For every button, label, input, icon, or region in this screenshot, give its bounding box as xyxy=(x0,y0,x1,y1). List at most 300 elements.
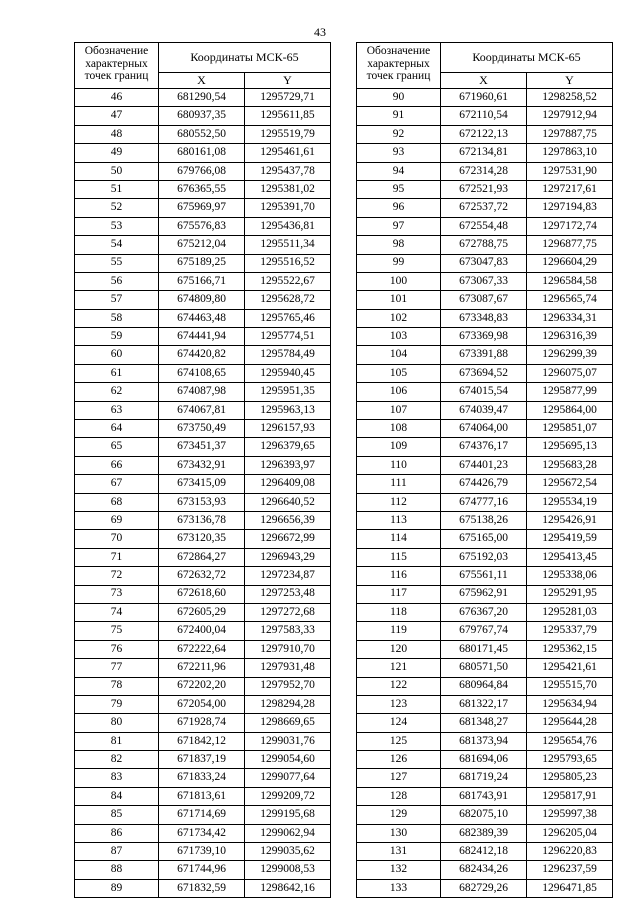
table-row xyxy=(75,843,331,861)
y-coordinate-cell: 1295391,70 xyxy=(245,199,331,217)
y-coordinate-cell: 1295940,45 xyxy=(245,364,331,382)
point-number-cell: 75 xyxy=(75,622,159,640)
header-designation: Обозначение характерных точек границ xyxy=(357,43,441,89)
header-x: X xyxy=(159,72,245,88)
point-number-cell: 109 xyxy=(357,438,441,456)
y-coordinate-cell: 1299077,64 xyxy=(245,769,331,787)
y-coordinate-cell: 1299054,60 xyxy=(245,751,331,769)
table-row xyxy=(75,511,331,529)
point-number-cell: 80 xyxy=(75,714,159,732)
point-number-cell: 79 xyxy=(75,695,159,713)
point-number-cell: 114 xyxy=(357,530,441,548)
x-coordinate-cell: 672605,29 xyxy=(159,603,245,621)
y-coordinate-cell: 1297253,48 xyxy=(245,585,331,603)
table-row xyxy=(357,107,613,125)
table-row xyxy=(75,420,331,438)
x-coordinate-cell: 673153,93 xyxy=(159,493,245,511)
y-coordinate-cell: 1296943,29 xyxy=(245,548,331,566)
point-number-cell: 48 xyxy=(75,125,159,143)
table-row xyxy=(75,861,331,879)
x-coordinate-cell: 676365,55 xyxy=(159,180,245,198)
table-row xyxy=(357,732,613,750)
point-number-cell: 111 xyxy=(357,475,441,493)
x-coordinate-cell: 674108,65 xyxy=(159,364,245,382)
x-coordinate-cell: 681694,06 xyxy=(441,751,527,769)
table-row xyxy=(75,548,331,566)
x-coordinate-cell: 673348,83 xyxy=(441,309,527,327)
y-coordinate-cell: 1296379,65 xyxy=(245,438,331,456)
header-coordinates: Координаты МСК-65 xyxy=(159,43,331,73)
y-coordinate-cell: 1295877,99 xyxy=(527,383,613,401)
point-number-cell: 131 xyxy=(357,843,441,861)
table-row xyxy=(357,567,613,585)
x-coordinate-cell: 672122,13 xyxy=(441,125,527,143)
x-coordinate-cell: 673120,35 xyxy=(159,530,245,548)
point-number-cell: 82 xyxy=(75,751,159,769)
y-coordinate-cell: 1297931,48 xyxy=(245,659,331,677)
y-coordinate-cell: 1296471,85 xyxy=(527,879,613,897)
point-number-cell: 69 xyxy=(75,511,159,529)
point-number-cell: 53 xyxy=(75,217,159,235)
x-coordinate-cell: 672222,64 xyxy=(159,640,245,658)
x-coordinate-cell: 671714,69 xyxy=(159,806,245,824)
x-coordinate-cell: 680964,84 xyxy=(441,677,527,695)
table-row xyxy=(357,236,613,254)
x-coordinate-cell: 673136,78 xyxy=(159,511,245,529)
x-coordinate-cell: 675969,97 xyxy=(159,199,245,217)
point-number-cell: 127 xyxy=(357,769,441,787)
table-row xyxy=(75,438,331,456)
y-coordinate-cell: 1295515,70 xyxy=(527,677,613,695)
point-number-cell: 113 xyxy=(357,511,441,529)
point-number-cell: 129 xyxy=(357,806,441,824)
point-number-cell: 107 xyxy=(357,401,441,419)
point-number-cell: 112 xyxy=(357,493,441,511)
point-number-cell: 64 xyxy=(75,420,159,438)
point-number-cell: 73 xyxy=(75,585,159,603)
table-row xyxy=(357,309,613,327)
point-number-cell: 116 xyxy=(357,567,441,585)
point-number-cell: 71 xyxy=(75,548,159,566)
y-coordinate-cell: 1296316,39 xyxy=(527,328,613,346)
table-row xyxy=(75,824,331,842)
table-row xyxy=(75,659,331,677)
y-coordinate-cell: 1295519,79 xyxy=(245,125,331,143)
table-row xyxy=(75,401,331,419)
table-row xyxy=(357,603,613,621)
table-row xyxy=(357,622,613,640)
x-coordinate-cell: 681322,17 xyxy=(441,695,527,713)
y-coordinate-cell: 1297863,10 xyxy=(527,144,613,162)
x-coordinate-cell: 673432,91 xyxy=(159,456,245,474)
y-coordinate-cell: 1295291,95 xyxy=(527,585,613,603)
table-row xyxy=(75,162,331,180)
table-row xyxy=(75,199,331,217)
table-row xyxy=(357,383,613,401)
x-coordinate-cell: 671842,12 xyxy=(159,732,245,750)
table-row xyxy=(75,364,331,382)
y-coordinate-cell: 1295864,00 xyxy=(527,401,613,419)
x-coordinate-cell: 679766,08 xyxy=(159,162,245,180)
x-coordinate-cell: 671739,10 xyxy=(159,843,245,861)
point-number-cell: 50 xyxy=(75,162,159,180)
y-coordinate-cell: 1295461,61 xyxy=(245,144,331,162)
point-number-cell: 63 xyxy=(75,401,159,419)
point-number-cell: 51 xyxy=(75,180,159,198)
y-coordinate-cell: 1296604,29 xyxy=(527,254,613,272)
x-coordinate-cell: 676367,20 xyxy=(441,603,527,621)
table-row xyxy=(357,199,613,217)
point-number-cell: 74 xyxy=(75,603,159,621)
y-coordinate-cell: 1295419,59 xyxy=(527,530,613,548)
y-coordinate-cell: 1295784,49 xyxy=(245,346,331,364)
point-number-cell: 86 xyxy=(75,824,159,842)
x-coordinate-cell: 674067,81 xyxy=(159,401,245,419)
y-coordinate-cell: 1295511,34 xyxy=(245,236,331,254)
y-coordinate-cell: 1299031,76 xyxy=(245,732,331,750)
y-coordinate-cell: 1295695,13 xyxy=(527,438,613,456)
table-row xyxy=(357,695,613,713)
y-coordinate-cell: 1295765,46 xyxy=(245,309,331,327)
x-coordinate-cell: 673067,33 xyxy=(441,272,527,290)
x-coordinate-cell: 672134,81 xyxy=(441,144,527,162)
y-coordinate-cell: 1295729,71 xyxy=(245,89,331,107)
y-coordinate-cell: 1295413,45 xyxy=(527,548,613,566)
y-coordinate-cell: 1296334,31 xyxy=(527,309,613,327)
y-coordinate-cell: 1295997,38 xyxy=(527,806,613,824)
y-coordinate-cell: 1295337,79 xyxy=(527,622,613,640)
y-coordinate-cell: 1297272,68 xyxy=(245,603,331,621)
x-coordinate-cell: 672864,27 xyxy=(159,548,245,566)
y-coordinate-cell: 1295644,28 xyxy=(527,714,613,732)
point-number-cell: 57 xyxy=(75,291,159,309)
y-coordinate-cell: 1295381,02 xyxy=(245,180,331,198)
point-number-cell: 97 xyxy=(357,217,441,235)
point-number-cell: 87 xyxy=(75,843,159,861)
table-row xyxy=(75,456,331,474)
y-coordinate-cell: 1296584,58 xyxy=(527,272,613,290)
y-coordinate-cell: 1295805,23 xyxy=(527,769,613,787)
table-row xyxy=(75,383,331,401)
x-coordinate-cell: 675561,11 xyxy=(441,567,527,585)
table-body-left xyxy=(75,89,331,898)
table-row xyxy=(75,769,331,787)
y-coordinate-cell: 1295426,91 xyxy=(527,511,613,529)
point-number-cell: 95 xyxy=(357,180,441,198)
point-number-cell: 132 xyxy=(357,861,441,879)
point-number-cell: 122 xyxy=(357,677,441,695)
x-coordinate-cell: 672537,72 xyxy=(441,199,527,217)
y-coordinate-cell: 1295522,67 xyxy=(245,272,331,290)
table-row xyxy=(357,861,613,879)
x-coordinate-cell: 675192,03 xyxy=(441,548,527,566)
table-row xyxy=(75,346,331,364)
x-coordinate-cell: 671960,61 xyxy=(441,89,527,107)
y-coordinate-cell: 1295963,13 xyxy=(245,401,331,419)
x-coordinate-cell: 672211,96 xyxy=(159,659,245,677)
table-row xyxy=(75,806,331,824)
x-coordinate-cell: 674463,48 xyxy=(159,309,245,327)
y-coordinate-cell: 1299209,72 xyxy=(245,787,331,805)
table-row xyxy=(357,530,613,548)
x-coordinate-cell: 672788,75 xyxy=(441,236,527,254)
table-row xyxy=(75,144,331,162)
point-number-cell: 110 xyxy=(357,456,441,474)
x-coordinate-cell: 671833,24 xyxy=(159,769,245,787)
y-coordinate-cell: 1297194,83 xyxy=(527,199,613,217)
x-coordinate-cell: 673369,98 xyxy=(441,328,527,346)
point-number-cell: 56 xyxy=(75,272,159,290)
table-row xyxy=(357,328,613,346)
y-coordinate-cell: 1297910,70 xyxy=(245,640,331,658)
table-row xyxy=(357,475,613,493)
point-number-cell: 54 xyxy=(75,236,159,254)
x-coordinate-cell: 682075,10 xyxy=(441,806,527,824)
point-number-cell: 105 xyxy=(357,364,441,382)
x-coordinate-cell: 674376,17 xyxy=(441,438,527,456)
x-coordinate-cell: 675165,00 xyxy=(441,530,527,548)
x-coordinate-cell: 671734,42 xyxy=(159,824,245,842)
x-coordinate-cell: 671928,74 xyxy=(159,714,245,732)
x-coordinate-cell: 673047,83 xyxy=(441,254,527,272)
y-coordinate-cell: 1295362,15 xyxy=(527,640,613,658)
x-coordinate-cell: 671744,96 xyxy=(159,861,245,879)
x-coordinate-cell: 681290,54 xyxy=(159,89,245,107)
table-row xyxy=(357,677,613,695)
table-row xyxy=(75,677,331,695)
x-coordinate-cell: 672632,72 xyxy=(159,567,245,585)
point-number-cell: 60 xyxy=(75,346,159,364)
y-coordinate-cell: 1298258,52 xyxy=(527,89,613,107)
point-number-cell: 99 xyxy=(357,254,441,272)
point-number-cell: 103 xyxy=(357,328,441,346)
table-row xyxy=(357,751,613,769)
y-coordinate-cell: 1295421,61 xyxy=(527,659,613,677)
point-number-cell: 93 xyxy=(357,144,441,162)
table-row xyxy=(357,272,613,290)
point-number-cell: 66 xyxy=(75,456,159,474)
point-number-cell: 91 xyxy=(357,107,441,125)
point-number-cell: 58 xyxy=(75,309,159,327)
x-coordinate-cell: 675166,71 xyxy=(159,272,245,290)
page-number: 43 xyxy=(314,25,326,39)
point-number-cell: 85 xyxy=(75,806,159,824)
point-number-cell: 62 xyxy=(75,383,159,401)
x-coordinate-cell: 674039,47 xyxy=(441,401,527,419)
table-row xyxy=(357,456,613,474)
y-coordinate-cell: 1295654,76 xyxy=(527,732,613,750)
point-number-cell: 124 xyxy=(357,714,441,732)
x-coordinate-cell: 672110,54 xyxy=(441,107,527,125)
y-coordinate-cell: 1297912,94 xyxy=(527,107,613,125)
table-row xyxy=(75,787,331,805)
y-coordinate-cell: 1299062,94 xyxy=(245,824,331,842)
y-coordinate-cell: 1295436,81 xyxy=(245,217,331,235)
table-row xyxy=(75,493,331,511)
coordinates-table-left xyxy=(74,42,331,898)
y-coordinate-cell: 1296075,07 xyxy=(527,364,613,382)
y-coordinate-cell: 1296672,99 xyxy=(245,530,331,548)
table-row xyxy=(75,309,331,327)
point-number-cell: 126 xyxy=(357,751,441,769)
x-coordinate-cell: 681373,94 xyxy=(441,732,527,750)
point-number-cell: 125 xyxy=(357,732,441,750)
table-row xyxy=(75,567,331,585)
y-coordinate-cell: 1296220,83 xyxy=(527,843,613,861)
header-y: Y xyxy=(245,72,331,88)
table-row xyxy=(357,511,613,529)
x-coordinate-cell: 673391,88 xyxy=(441,346,527,364)
x-coordinate-cell: 672054,00 xyxy=(159,695,245,713)
y-coordinate-cell: 1296565,74 xyxy=(527,291,613,309)
point-number-cell: 59 xyxy=(75,328,159,346)
y-coordinate-cell: 1295634,94 xyxy=(527,695,613,713)
x-coordinate-cell: 672400,04 xyxy=(159,622,245,640)
table-row xyxy=(357,438,613,456)
y-coordinate-cell: 1299008,53 xyxy=(245,861,331,879)
x-coordinate-cell: 674087,98 xyxy=(159,383,245,401)
y-coordinate-cell: 1295672,54 xyxy=(527,475,613,493)
y-coordinate-cell: 1295683,28 xyxy=(527,456,613,474)
table-row xyxy=(75,236,331,254)
x-coordinate-cell: 674420,82 xyxy=(159,346,245,364)
x-coordinate-cell: 682412,18 xyxy=(441,843,527,861)
y-coordinate-cell: 1298294,28 xyxy=(245,695,331,713)
table-row xyxy=(75,603,331,621)
y-coordinate-cell: 1295338,06 xyxy=(527,567,613,585)
table-row xyxy=(75,217,331,235)
header-y: Y xyxy=(527,72,613,88)
x-coordinate-cell: 674809,80 xyxy=(159,291,245,309)
table-row xyxy=(75,328,331,346)
x-coordinate-cell: 675576,83 xyxy=(159,217,245,235)
y-coordinate-cell: 1297952,70 xyxy=(245,677,331,695)
table-row xyxy=(75,180,331,198)
x-coordinate-cell: 675138,26 xyxy=(441,511,527,529)
table-row xyxy=(357,493,613,511)
table-row xyxy=(357,125,613,143)
table-row xyxy=(75,272,331,290)
y-coordinate-cell: 1296157,93 xyxy=(245,420,331,438)
table-row xyxy=(357,787,613,805)
x-coordinate-cell: 675189,25 xyxy=(159,254,245,272)
x-coordinate-cell: 672618,60 xyxy=(159,585,245,603)
table-row xyxy=(357,401,613,419)
point-number-cell: 115 xyxy=(357,548,441,566)
y-coordinate-cell: 1297172,74 xyxy=(527,217,613,235)
point-number-cell: 47 xyxy=(75,107,159,125)
point-number-cell: 94 xyxy=(357,162,441,180)
x-coordinate-cell: 674401,23 xyxy=(441,456,527,474)
x-coordinate-cell: 672521,93 xyxy=(441,180,527,198)
point-number-cell: 89 xyxy=(75,879,159,897)
table-row xyxy=(357,843,613,861)
table-row xyxy=(357,89,613,107)
point-number-cell: 76 xyxy=(75,640,159,658)
table-row xyxy=(75,879,331,897)
table-row xyxy=(75,530,331,548)
point-number-cell: 128 xyxy=(357,787,441,805)
y-coordinate-cell: 1299195,68 xyxy=(245,806,331,824)
point-number-cell: 130 xyxy=(357,824,441,842)
table-row xyxy=(75,89,331,107)
point-number-cell: 92 xyxy=(357,125,441,143)
point-number-cell: 65 xyxy=(75,438,159,456)
x-coordinate-cell: 673087,67 xyxy=(441,291,527,309)
y-coordinate-cell: 1298669,65 xyxy=(245,714,331,732)
y-coordinate-cell: 1295951,35 xyxy=(245,383,331,401)
table-row xyxy=(357,824,613,842)
table-row xyxy=(75,640,331,658)
point-number-cell: 77 xyxy=(75,659,159,677)
point-number-cell: 101 xyxy=(357,291,441,309)
x-coordinate-cell: 672314,28 xyxy=(441,162,527,180)
x-coordinate-cell: 674777,16 xyxy=(441,493,527,511)
header-coordinates: Координаты МСК-65 xyxy=(441,43,613,73)
x-coordinate-cell: 673415,09 xyxy=(159,475,245,493)
x-coordinate-cell: 673750,49 xyxy=(159,420,245,438)
table-row xyxy=(75,125,331,143)
point-number-cell: 72 xyxy=(75,567,159,585)
point-number-cell: 55 xyxy=(75,254,159,272)
table-row xyxy=(357,659,613,677)
x-coordinate-cell: 674015,54 xyxy=(441,383,527,401)
header-x: X xyxy=(441,72,527,88)
point-number-cell: 118 xyxy=(357,603,441,621)
point-number-cell: 83 xyxy=(75,769,159,787)
y-coordinate-cell: 1296656,39 xyxy=(245,511,331,529)
table-row xyxy=(357,640,613,658)
table-row xyxy=(75,475,331,493)
table-row xyxy=(75,585,331,603)
point-number-cell: 117 xyxy=(357,585,441,603)
x-coordinate-cell: 675962,91 xyxy=(441,585,527,603)
x-coordinate-cell: 680937,35 xyxy=(159,107,245,125)
y-coordinate-cell: 1295774,51 xyxy=(245,328,331,346)
point-number-cell: 133 xyxy=(357,879,441,897)
table-row xyxy=(357,346,613,364)
table-row xyxy=(357,769,613,787)
point-number-cell: 96 xyxy=(357,199,441,217)
x-coordinate-cell: 680552,50 xyxy=(159,125,245,143)
table-row xyxy=(75,107,331,125)
x-coordinate-cell: 671813,61 xyxy=(159,787,245,805)
x-coordinate-cell: 682389,39 xyxy=(441,824,527,842)
point-number-cell: 108 xyxy=(357,420,441,438)
point-number-cell: 67 xyxy=(75,475,159,493)
x-coordinate-cell: 682729,26 xyxy=(441,879,527,897)
point-number-cell: 104 xyxy=(357,346,441,364)
table-row xyxy=(357,879,613,897)
point-number-cell: 120 xyxy=(357,640,441,658)
x-coordinate-cell: 675212,04 xyxy=(159,236,245,254)
y-coordinate-cell: 1295281,03 xyxy=(527,603,613,621)
y-coordinate-cell: 1296237,59 xyxy=(527,861,613,879)
y-coordinate-cell: 1295611,85 xyxy=(245,107,331,125)
point-number-cell: 123 xyxy=(357,695,441,713)
y-coordinate-cell: 1295534,19 xyxy=(527,493,613,511)
table-row xyxy=(75,254,331,272)
x-coordinate-cell: 681348,27 xyxy=(441,714,527,732)
x-coordinate-cell: 681719,24 xyxy=(441,769,527,787)
y-coordinate-cell: 1296640,52 xyxy=(245,493,331,511)
table-row xyxy=(357,254,613,272)
point-number-cell: 61 xyxy=(75,364,159,382)
point-number-cell: 90 xyxy=(357,89,441,107)
y-coordinate-cell: 1298642,16 xyxy=(245,879,331,897)
point-number-cell: 70 xyxy=(75,530,159,548)
table-row xyxy=(357,714,613,732)
